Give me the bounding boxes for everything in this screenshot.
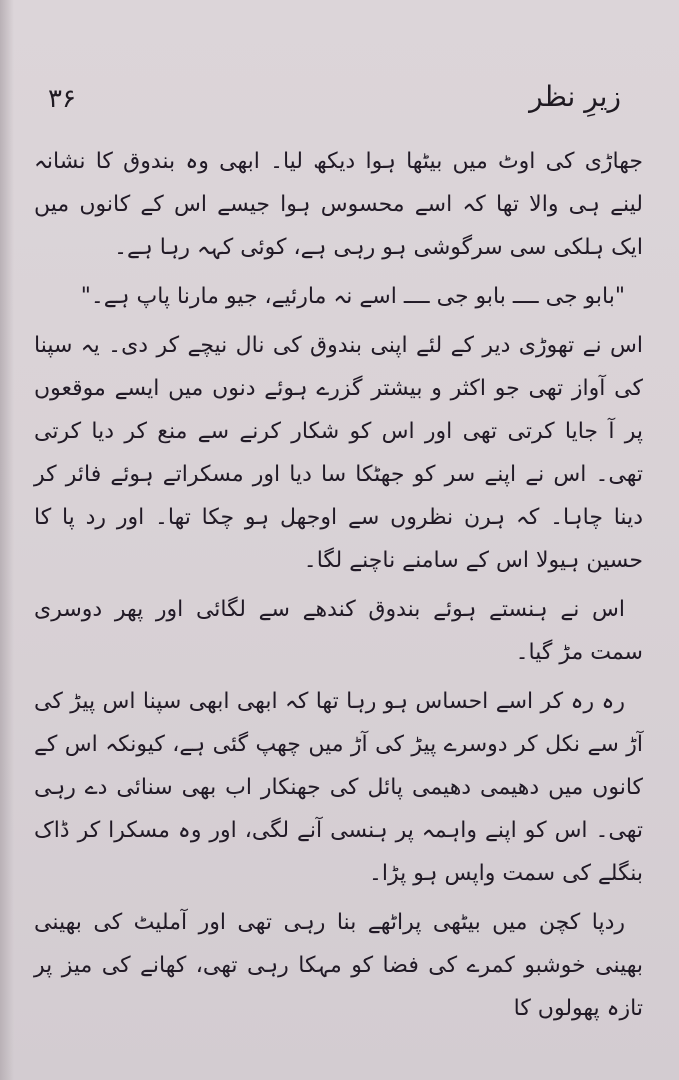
paragraph-2: "بابو جی ــــ بابو جی ــــ اسے نہ مارئیے، جیو مارنا پاپ ہے۔"	[80, 284, 625, 309]
paragraph-5: رہ رہ کر اسے احساس ہو رہا تھا کہ ابھی ابھی سپنا اس پیڑ کی آڑ سے نکل کر دوسرے پیڑ کی آڑ میں چھپ گئی ہے، کیونکہ اس کے کانوں میں دھیمی دھیمی پائل کی جھنکار اب بھی سنائی دے رہی تھی۔ اس کو اپنے واہمہ پر ہنسی آنے لگی، اور وہ مسکرا کر ڈاک بنگلے کی سمت واپس ہو پڑا۔	[34, 689, 643, 886]
paragraph-6: ردپا کچن میں بیٹھی پراٹھے بنا رہی تھی اور آملیٹ کی بھینی بھینی خوشبو کمرے کی فضا کو مہکا رہی تھی، کھانے کی میز پر تازہ پھولوں کا	[34, 910, 643, 1021]
body-text	[34, 140, 643, 1036]
paragraph-3: اس نے تھوڑی دیر کے لئے اپنی بندوق کی نال نیچے کر دی۔ یہ سپنا کی آواز تھی جو اکثر و بیشتر گزرے ہوئے دنوں میں ایسے موقعوں پر آ جایا کرتی تھی اور اس کو شکار کرنے سے منع کر دیا کرتی تھی۔ اس نے اپنے سر کو جھٹکا سا دیا اور مسکراتے ہوئے فائر کر دینا چاہا۔ کہ ہرن نظروں سے اوجھل ہو چکا تھا۔ اور رد پا کا حسین ہیولا اس کے سامنے ناچنے لگا۔	[34, 333, 643, 573]
page-number: ۳۶	[48, 84, 76, 114]
paragraph-4: اس نے ہنستے ہوئے بندوق کندھے سے لگائی اور پھر دوسری سمت مڑ گیا۔	[34, 597, 643, 665]
paragraph-1: جھاڑی کی اوٹ میں بیٹھا ہوا دیکھ لیا۔ ابھی وہ بندوق کا نشانہ لینے ہی والا تھا کہ اسے محسوس ہوا جیسے اس کے کانوں میں ایک ہلکی سی سرگوشی ہو رہی ہے، کوئی کہہ رہا ہے۔	[34, 149, 643, 260]
page-header	[40, 80, 639, 130]
running-title: زیرِ نظر	[529, 80, 621, 113]
page-edge-shadow	[0, 0, 14, 1080]
